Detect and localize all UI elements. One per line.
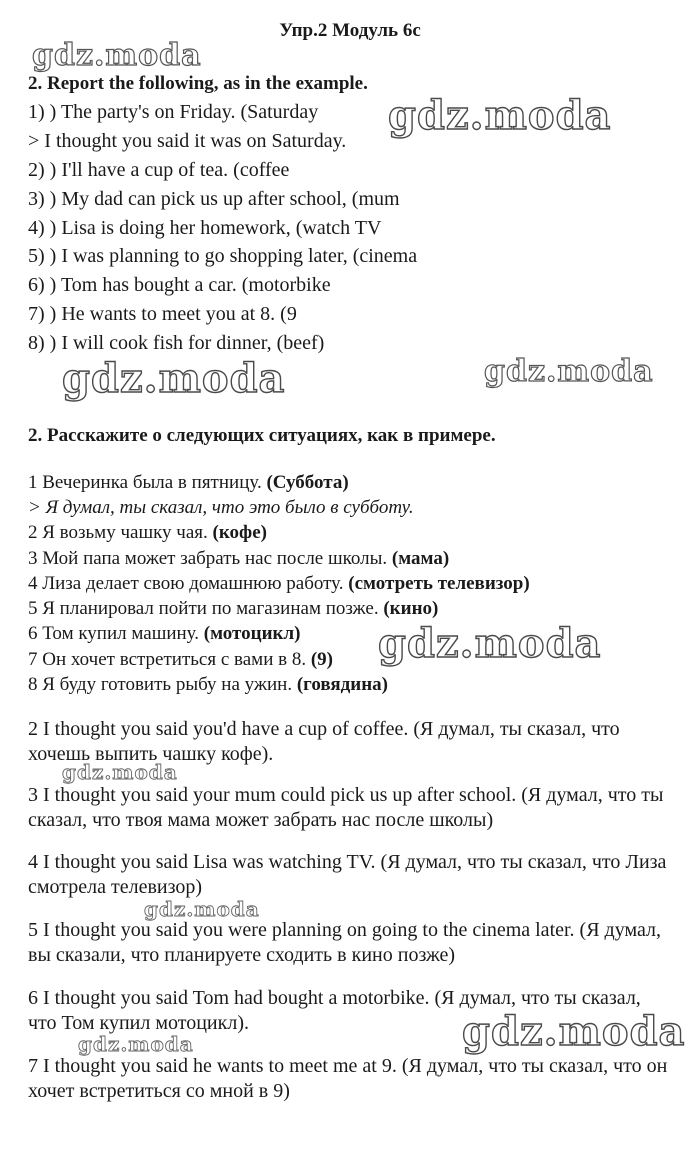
answer-paragraph: 4 I thought you said Lisa was watching TV. (Я думал, что ты сказал, что Лиза смотрела телевизор): [28, 851, 667, 898]
answer-paragraph: 6 I thought you said Tom had bought a motorbike. (Я думал, что ты сказал, что Том купил мотоцикл).: [28, 987, 641, 1034]
translation-line: [28, 648, 333, 672]
watermark-logo: gdz.moda: [78, 1032, 194, 1056]
answer-paragraph: 2 I thought you said you'd have a cup of coffee. (Я думал, ты сказал, что хочешь выпить чашку кофе).: [28, 718, 620, 765]
translation-text: 7 Он хочет встретиться с вами в 8.: [28, 649, 311, 670]
example-line-ru: [28, 496, 414, 520]
translation-line: [28, 622, 300, 646]
exercise-line: 4) ) Lisa is doing her homework, (watch TV: [28, 217, 382, 239]
page-title: Упр.2 Модуль 6с: [279, 20, 421, 41]
translation-line: [28, 471, 349, 495]
cue-word: (мама): [391, 548, 450, 569]
answer-paragraph: 7 I thought you said he wants to meet me at 9. (Я думал, что ты сказал, что он хочет встретиться со мной в 9): [28, 1055, 668, 1102]
cue-word: (говядина): [296, 674, 388, 695]
exercise-line: 3) ) My dad can pick us up after school, (mum: [28, 188, 400, 210]
exercise-line: 5) ) I was planning to go shopping later, (cinema: [28, 245, 418, 267]
exercise-line: 8) ) I will cook fish for dinner, (beef): [28, 332, 325, 354]
translation-text: 5 Я планировал пойти по магазинам позже.: [28, 598, 384, 619]
answer-paragraph: 5 I thought you said you were planning on going to the cinema later. (Я думал, вы сказали, что планируете сходить в кино позже): [28, 919, 662, 966]
translation-line: [28, 597, 438, 621]
exercise-line: 6) ) Tom has bought a car. (motorbike: [28, 274, 331, 296]
watermark-logo: gdz.moda: [144, 897, 260, 921]
cue-word: (мотоцикл): [203, 623, 301, 644]
translation-text: 3 Мой папа может забрать нас после школы.: [28, 548, 392, 569]
cue-word: (смотреть телевизор): [348, 573, 530, 594]
cue-word: (кофе): [212, 522, 267, 543]
watermark-logo: gdz.moda: [484, 354, 654, 389]
watermark-logo: gdz.moda: [62, 355, 286, 402]
translation-text: 8 Я буду готовить рыбу на ужин.: [28, 674, 297, 695]
translation-line: [28, 547, 449, 571]
translation-text: 6 Том купил машину.: [28, 623, 204, 644]
cue-word: (кино): [383, 598, 439, 619]
translation-line: [28, 572, 530, 596]
translation-line: [28, 673, 388, 697]
exercise-line: 1) ) The party's on Friday. (Saturday: [28, 101, 319, 123]
answer-paragraph: 3 I thought you said your mum could pick us up after school. (Я думал, что ты сказал, что твоя мама может забрать нас после школы): [28, 784, 664, 831]
cue-word: (Суббота): [266, 472, 349, 493]
watermark-logo: gdz.moda: [378, 620, 602, 667]
translation-line: [28, 521, 267, 545]
example-text: > Я думал, ты сказал, что это было в субботу.: [28, 497, 414, 518]
exercise-line: 7) ) He wants to meet you at 8. (9: [28, 303, 297, 325]
watermark-logo: gdz.moda: [62, 760, 178, 784]
translation-text: 2 Я возьму чашку чая.: [28, 522, 213, 543]
watermark-logo: gdz.moda: [462, 1008, 686, 1055]
cue-word: (9): [310, 649, 333, 670]
example-line: > I thought you said it was on Saturday.: [28, 130, 347, 152]
watermark-logo: gdz.moda: [32, 38, 202, 73]
watermark-logo: gdz.moda: [388, 92, 612, 139]
translation-text: 1 Вечеринка была в пятницу.: [28, 472, 267, 493]
exercise-heading-en: 2. Report the following, as in the example.: [28, 73, 368, 94]
exercise-heading-ru: 2. Расскажите о следующих ситуациях, как в примере.: [28, 425, 496, 446]
exercise-line: 2) ) I'll have a cup of tea. (coffee: [28, 159, 290, 181]
translation-text: 4 Лиза делает свою домашнюю работу.: [28, 573, 349, 594]
